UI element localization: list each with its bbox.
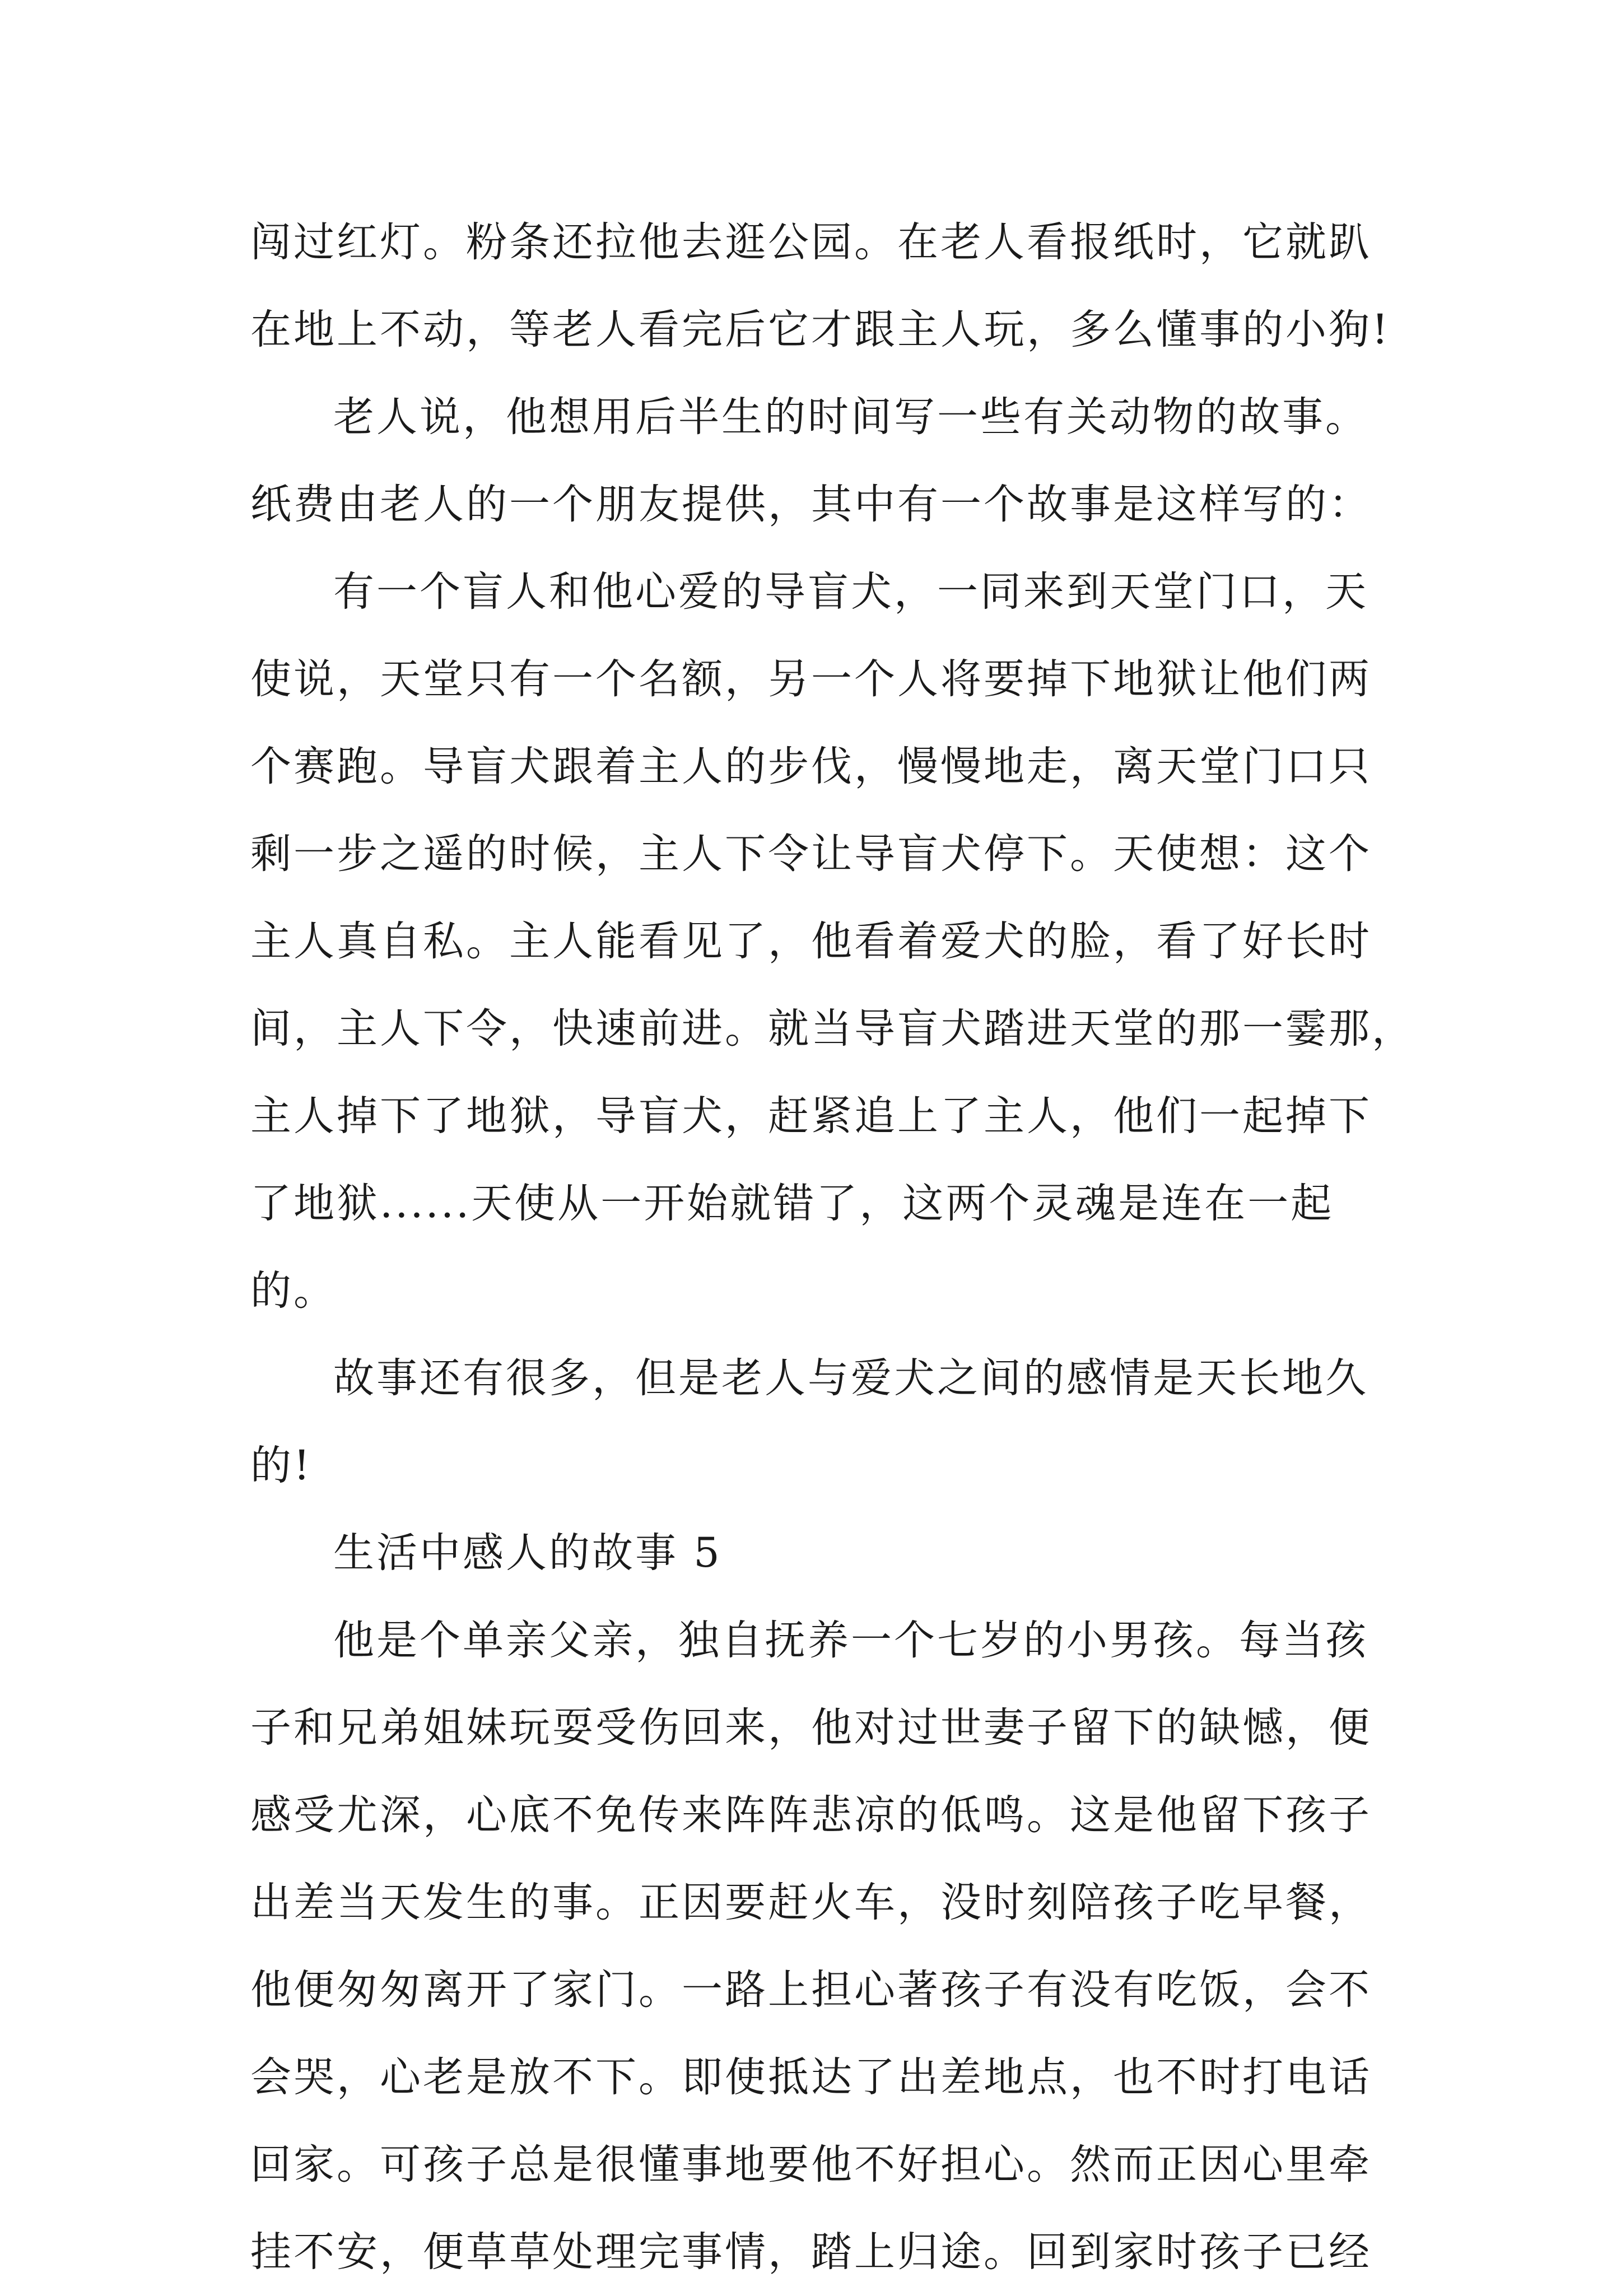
text-line: 子和兄弟姐妹玩耍受伤回来，他对过世妻子留下的缺憾，便: [250, 1704, 1372, 1752]
text-line: 他便匆匆离开了家门。一路上担心著孩子有没有吃饭，会不: [250, 1966, 1372, 2014]
text-line: 在地上不动，等老人看完后它才跟主人玩，多么懂事的小狗!: [250, 306, 1391, 353]
text-line: 的!: [250, 1442, 313, 1489]
body-text: [250, 199, 1415, 2296]
text-line: 剩一步之遥的时候，主人下令让导盲犬停下。天使想：这个: [250, 830, 1372, 878]
text-line: 有一个盲人和他心爱的导盲犬，一同来到天堂门口，天: [333, 568, 1368, 616]
text-line: 生活中感人的故事 5: [333, 1529, 722, 1577]
text-line: 了地狱......天使从一开始就错了，这两个灵魂是连在一起: [250, 1180, 1334, 1227]
text-line: 主人掉下了地狱，导盲犬，赶紧追上了主人，他们一起掉下: [250, 1092, 1372, 1140]
text-line: 他是个单亲父亲，独自抚养一个七岁的小男孩。每当孩: [333, 1617, 1368, 1664]
text-line: 回家。可孩子总是很懂事地要他不好担心。然而正因心里牵: [250, 2141, 1372, 2188]
text-line: 出差当天发生的事。正因要赶火车，没时刻陪孩子吃早餐，: [250, 1879, 1372, 1926]
text-line: 使说，天堂只有一个名额，另一个人将要掉下地狱让他们两: [250, 655, 1372, 703]
text-line: 故事还有很多，但是老人与爱犬之间的感情是天长地久: [333, 1354, 1368, 1402]
text-line: 会哭，心老是放不下。即使抵达了出差地点，也不时打电话: [250, 2053, 1372, 2101]
text-line: 的。: [250, 1267, 337, 1315]
text-line: 间，主人下令，快速前进。就当导盲犬踏进天堂的那一霎那，: [250, 1005, 1415, 1052]
text-line: 个赛跑。导盲犬跟着主人的步伐，慢慢地走，离天堂门口只: [250, 743, 1372, 790]
text-line: 挂不安，便草草处理完事情，踏上归途。回到家时孩子已经: [250, 2228, 1372, 2276]
text-line: 闯过红灯。粉条还拉他去逛公园。在老人看报纸时，它就趴: [250, 218, 1372, 266]
text-line: 主人真自私。主人能看见了，他看着爱犬的脸，看了好长时: [250, 918, 1372, 965]
text-line: 纸费由老人的一个朋友提供，其中有一个故事是这样写的：: [250, 481, 1372, 528]
text-line: 老人说，他想用后半生的时间写一些有关动物的故事。: [333, 393, 1368, 441]
text-line: 感受尤深，心底不免传来阵阵悲凉的低鸣。这是他留下孩子: [250, 1791, 1372, 1839]
